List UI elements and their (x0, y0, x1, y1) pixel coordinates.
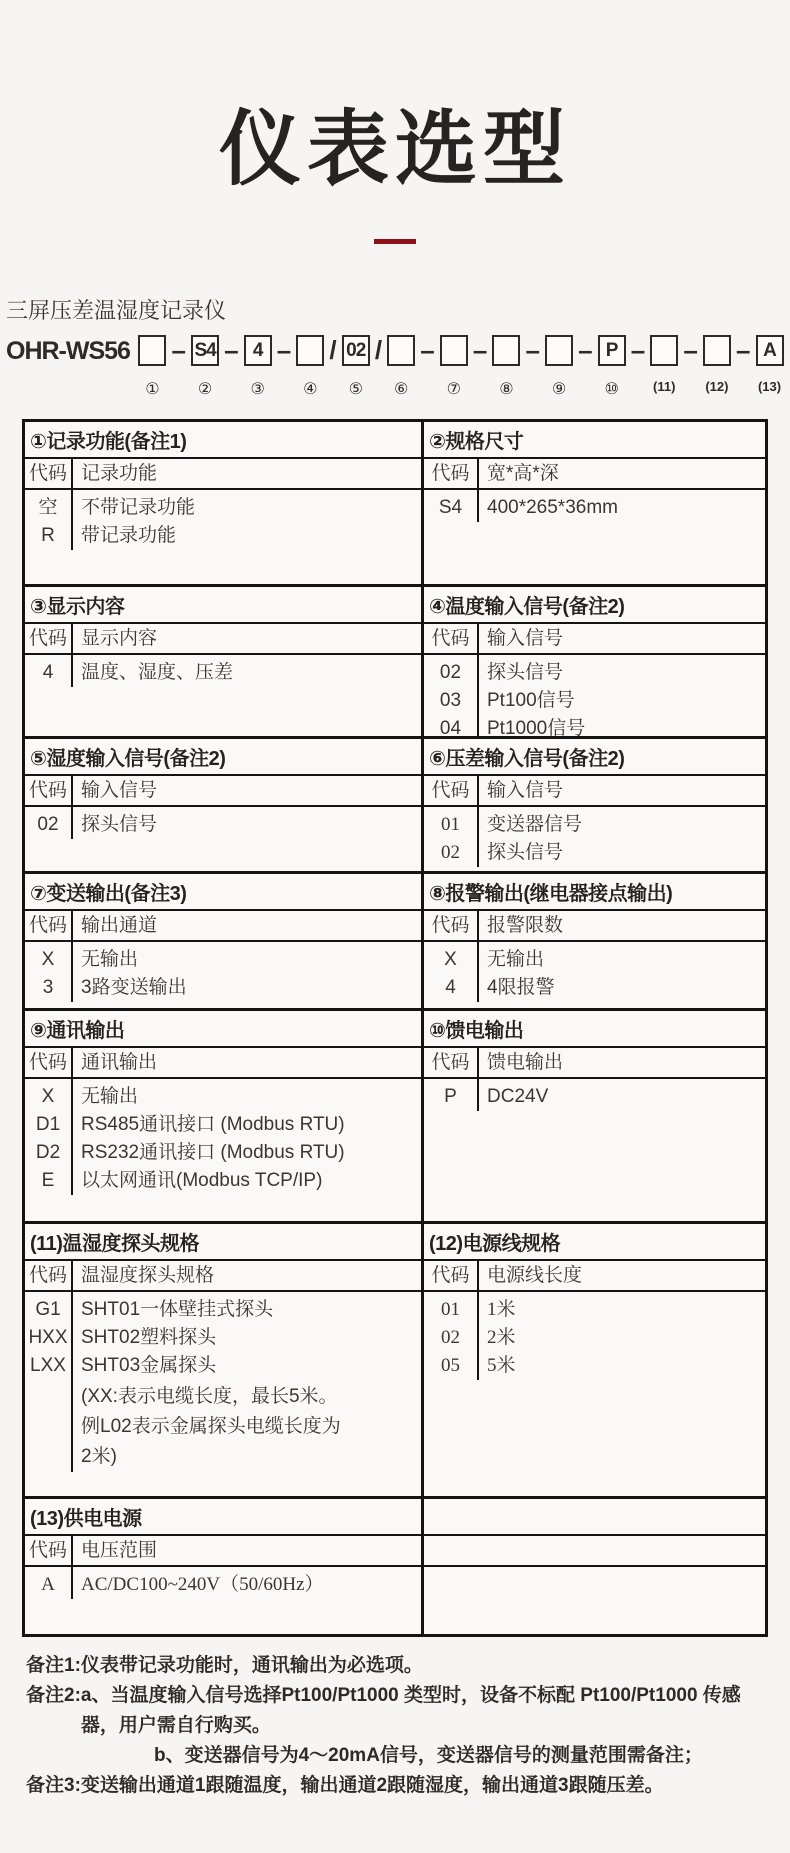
section-probe-spec (25, 1224, 421, 1499)
model-box-8 (492, 335, 520, 366)
model-segment-11 (650, 335, 679, 394)
note-text: b、变送器信号为4～20mA信号，变送器信号的测量范围需备注； (154, 1745, 703, 1766)
page-header (0, 0, 790, 244)
code-cell: R (41, 525, 55, 546)
code-cell: 02 (441, 842, 460, 863)
section-body (424, 655, 765, 739)
column-header-row (25, 459, 421, 490)
model-box-11 (650, 335, 678, 366)
section-title: (12)电源线规格 (424, 1224, 765, 1261)
desc-cell: 1米 (487, 1299, 516, 1320)
desc-cell: 2米 (487, 1327, 516, 1348)
model-box-3: 4 (244, 335, 272, 366)
separator: – (420, 335, 435, 365)
position-label-9: ⑨ (551, 381, 567, 398)
note-text: 变送输出通道1跟随温度，输出通道2跟随湿度，输出通道3跟随压差。 (80, 1775, 664, 1796)
desc-cell: 探头信号 (487, 662, 564, 683)
section-body (424, 490, 765, 522)
code-cell: D2 (35, 1142, 61, 1163)
position-label-6: ⑥ (393, 381, 409, 398)
desc-cell: 探头信号 (487, 842, 564, 863)
section-title: ①记录功能(备注1) (25, 422, 421, 459)
code-header-cell: 代码 (25, 776, 73, 805)
section-title: ⑥压差输入信号(备注2) (424, 739, 765, 776)
desc-cell: DC24V (487, 1086, 549, 1107)
code-header-cell: 代码 (25, 459, 73, 488)
column-header-row (25, 1536, 421, 1567)
column-header-row (424, 1048, 765, 1079)
section-title: ⑧报警输出(继电器接点输出) (424, 874, 765, 911)
position-label-10: ⑩ (604, 381, 619, 398)
model-segment-7 (439, 335, 468, 399)
section-title: ⑩馈电输出 (424, 1011, 765, 1048)
column-header-row (25, 1261, 421, 1292)
code-cell: 4 (42, 662, 54, 683)
desc-header-cell: 输出通道 (81, 915, 158, 936)
code-header-cell: 代码 (25, 624, 73, 653)
section-body (424, 1292, 765, 1380)
position-label-12: (12) (705, 379, 729, 394)
desc-cell: 无输出 (81, 1086, 139, 1107)
probe-cable-note: (XX:表示电缆长度，最长5米。例L02表示金属探头电缆长度为2米) (81, 1386, 341, 1467)
section-title: ③显示内容 (25, 587, 421, 624)
separator: – (630, 335, 646, 365)
section-pressure-input (424, 739, 765, 874)
desc-cell: 带记录功能 (81, 525, 177, 546)
section-title: (13)供电电源 (25, 1499, 421, 1536)
section-body (25, 490, 421, 550)
desc-header-cell: 温湿度探头规格 (81, 1265, 215, 1286)
position-label-11: (11) (653, 379, 676, 394)
code-header-cell: 代码 (424, 459, 479, 488)
position-label-5: ⑤ (348, 381, 363, 398)
column-header-row (424, 624, 765, 655)
section-title: ②规格尺寸 (424, 422, 765, 459)
model-box-4 (296, 335, 324, 366)
note-text: 仪表带记录功能时，通讯输出为必选项。 (80, 1655, 423, 1676)
desc-cell: 以太网通讯(Modbus TCP/IP) (81, 1170, 323, 1191)
code-cell: 01 (441, 1299, 460, 1320)
note-label: 备注1: (26, 1655, 81, 1676)
model-segment-13 (755, 335, 784, 394)
section-body (25, 942, 421, 1002)
model-segment-3 (243, 335, 272, 399)
code-cell: 空 (38, 497, 58, 518)
desc-cell: 4限报警 (487, 977, 555, 998)
model-box-12 (703, 335, 731, 366)
desc-cell: Pt1000信号 (487, 718, 586, 739)
desc-header-cell: 输入信号 (487, 780, 564, 801)
desc-header-cell: 记录功能 (81, 463, 158, 484)
code-cell: LXX (30, 1355, 66, 1376)
section-size-spec (424, 422, 765, 587)
desc-cell: RS485通讯接口 (Modbus RTU) (81, 1114, 345, 1135)
section-transmit-output (25, 874, 421, 1011)
code-cell: 3 (42, 977, 54, 998)
column-header-row (424, 1261, 765, 1292)
model-segment-9 (545, 335, 574, 399)
desc-cell: 无输出 (81, 949, 139, 970)
code-cell: 04 (439, 718, 462, 739)
section-humidity-input (25, 739, 421, 874)
model-segment-2 (191, 335, 220, 399)
code-cell: P (444, 1086, 457, 1107)
section-feed-output (424, 1011, 765, 1224)
code-cell: 02 (441, 1327, 460, 1348)
model-box-6 (387, 335, 415, 366)
product-name: 三屏压差温湿度记录仪 (6, 298, 227, 323)
note-text: a、当温度输入信号选择Pt100/Pt1000 类型时，设备不标配 Pt100/Pt1000 传感器，用户需自行购买。 (80, 1685, 741, 1736)
section-body (25, 1567, 421, 1599)
code-cell: G1 (35, 1299, 61, 1320)
code-header-cell: 代码 (25, 1048, 73, 1077)
desc-cell: 不带记录功能 (81, 497, 196, 518)
note-1 (26, 1651, 776, 1681)
desc-header-cell: 电压范围 (81, 1540, 158, 1561)
desc-cell: 3路变送输出 (81, 977, 187, 998)
code-cell: E (41, 1170, 55, 1191)
desc-cell: SHT02塑料探头 (81, 1327, 217, 1348)
position-label-3: ③ (250, 381, 265, 398)
column-header-row (25, 624, 421, 655)
desc-cell: SHT01一体壁挂式探头 (81, 1299, 274, 1320)
model-segment-6 (387, 335, 416, 399)
note-2a (26, 1681, 776, 1741)
code-header-cell: 代码 (25, 1261, 73, 1290)
section-title: (11)温湿度探头规格 (25, 1224, 421, 1261)
separator: – (735, 335, 751, 365)
desc-cell: RS232通讯接口 (Modbus RTU) (81, 1142, 345, 1163)
model-segment-5 (341, 335, 370, 399)
separator: – (171, 335, 187, 365)
code-cell: 02 (37, 814, 59, 835)
page-title: 仪表选型 (218, 104, 571, 195)
selection-table (22, 419, 768, 1637)
separator: / (374, 335, 383, 365)
code-header-cell: 代码 (424, 1048, 479, 1077)
desc-cell: AC/DC100~240V（50/60Hz） (81, 1574, 324, 1595)
section-record-function (25, 422, 421, 587)
code-cell: HXX (28, 1327, 68, 1348)
footnotes (26, 1651, 776, 1801)
model-code-line (6, 335, 784, 399)
desc-header-cell: 电源线长度 (487, 1265, 583, 1286)
code-header-cell: 代码 (25, 1536, 73, 1565)
section-power-supply (25, 1499, 421, 1634)
desc-cell: 温度、湿度、压差 (81, 662, 234, 683)
desc-cell: 无输出 (487, 949, 545, 970)
section-alarm-output (424, 874, 765, 1011)
code-cell: 03 (439, 690, 462, 711)
separator: – (525, 335, 540, 365)
section-power-cord-spec (424, 1224, 765, 1499)
code-cell: X (41, 1086, 55, 1107)
empty-header-cell (424, 1499, 765, 1536)
section-body (424, 942, 765, 1002)
column-header-row (424, 459, 765, 490)
section-body (424, 1079, 765, 1111)
code-cell: 05 (441, 1355, 460, 1376)
empty-row-cell (424, 1536, 765, 1567)
code-header-cell: 代码 (424, 776, 479, 805)
section-body (25, 1079, 421, 1195)
code-header-cell: 代码 (424, 911, 479, 940)
position-label-7: ⑦ (446, 381, 461, 398)
position-label-1: ① (145, 381, 160, 398)
model-box-2: S4 (191, 335, 219, 366)
model-segment-10 (597, 335, 626, 399)
section-temp-input (424, 587, 765, 739)
code-cell: 01 (441, 814, 460, 835)
model-box-5: 02 (342, 335, 370, 366)
red-divider (374, 239, 416, 244)
code-header-cell: 代码 (25, 911, 73, 940)
model-segment-8 (492, 335, 521, 399)
section-title: ⑨通讯输出 (25, 1011, 421, 1048)
desc-header-cell: 显示内容 (81, 628, 158, 649)
section-display-content (25, 587, 421, 739)
model-box-9 (545, 335, 573, 366)
column-header-row (25, 776, 421, 807)
note-label: 备注2: (26, 1685, 81, 1706)
model-box-7 (440, 335, 468, 366)
note-label: 备注3: (26, 1775, 81, 1796)
section-body (25, 807, 421, 839)
column-header-row (25, 1048, 421, 1079)
position-label-13: (13) (757, 379, 782, 394)
section-title: ⑦变送输出(备注3) (25, 874, 421, 911)
section-title: ⑤湿度输入信号(备注2) (25, 739, 421, 776)
code-cell: 02 (439, 662, 462, 683)
desc-cell: SHT03金属探头 (81, 1355, 217, 1376)
separator: / (329, 335, 337, 365)
model-segment-12 (702, 335, 731, 394)
desc-cell: 探头信号 (81, 814, 158, 835)
separator: – (472, 335, 488, 365)
desc-cell: 400*265*36mm (487, 497, 618, 518)
desc-header-cell: 宽*高*深 (487, 463, 559, 484)
code-cell: X (41, 949, 55, 970)
table-right-column (421, 422, 765, 1634)
code-cell: A (41, 1574, 55, 1595)
desc-header-cell: 输入信号 (81, 780, 158, 801)
desc-cell: 变送器信号 (487, 814, 583, 835)
code-cell: D1 (35, 1114, 61, 1135)
model-box-13: A (756, 335, 784, 366)
position-label-8: ⑧ (499, 381, 514, 398)
table-left-column (25, 422, 421, 1634)
code-cell: 4 (445, 977, 456, 998)
model-segment-1 (138, 335, 167, 399)
position-label-4: ④ (303, 381, 318, 398)
model-box-10: P (598, 335, 626, 366)
section-title: ④温度输入信号(备注2) (424, 587, 765, 624)
empty-block (424, 1499, 765, 1634)
section-body (25, 1292, 421, 1472)
section-comm-output (25, 1011, 421, 1224)
column-header-row (424, 776, 765, 807)
column-header-row (25, 911, 421, 942)
code-header-cell: 代码 (424, 624, 479, 653)
desc-header-cell: 馈电输出 (487, 1052, 564, 1073)
desc-header-cell: 报警限数 (487, 915, 564, 936)
model-prefix: OHR-WS56 (6, 337, 130, 365)
model-segment-4 (296, 335, 325, 399)
code-cell: X (444, 949, 457, 970)
desc-header-cell: 通讯输出 (81, 1052, 158, 1073)
desc-cell: Pt100信号 (487, 690, 575, 711)
position-label-2: ② (197, 381, 213, 398)
note-3 (26, 1771, 776, 1801)
desc-header-cell: 输入信号 (487, 628, 564, 649)
separator: – (683, 335, 698, 365)
section-body (25, 655, 421, 687)
model-box-1 (138, 335, 166, 366)
section-body (424, 807, 765, 867)
column-header-row (424, 911, 765, 942)
separator: – (276, 335, 292, 365)
note-2b (26, 1741, 776, 1771)
separator: – (224, 335, 239, 365)
code-header-cell: 代码 (424, 1261, 479, 1290)
desc-cell: 5米 (487, 1355, 516, 1376)
code-cell: S4 (438, 497, 463, 518)
separator: – (578, 335, 593, 365)
